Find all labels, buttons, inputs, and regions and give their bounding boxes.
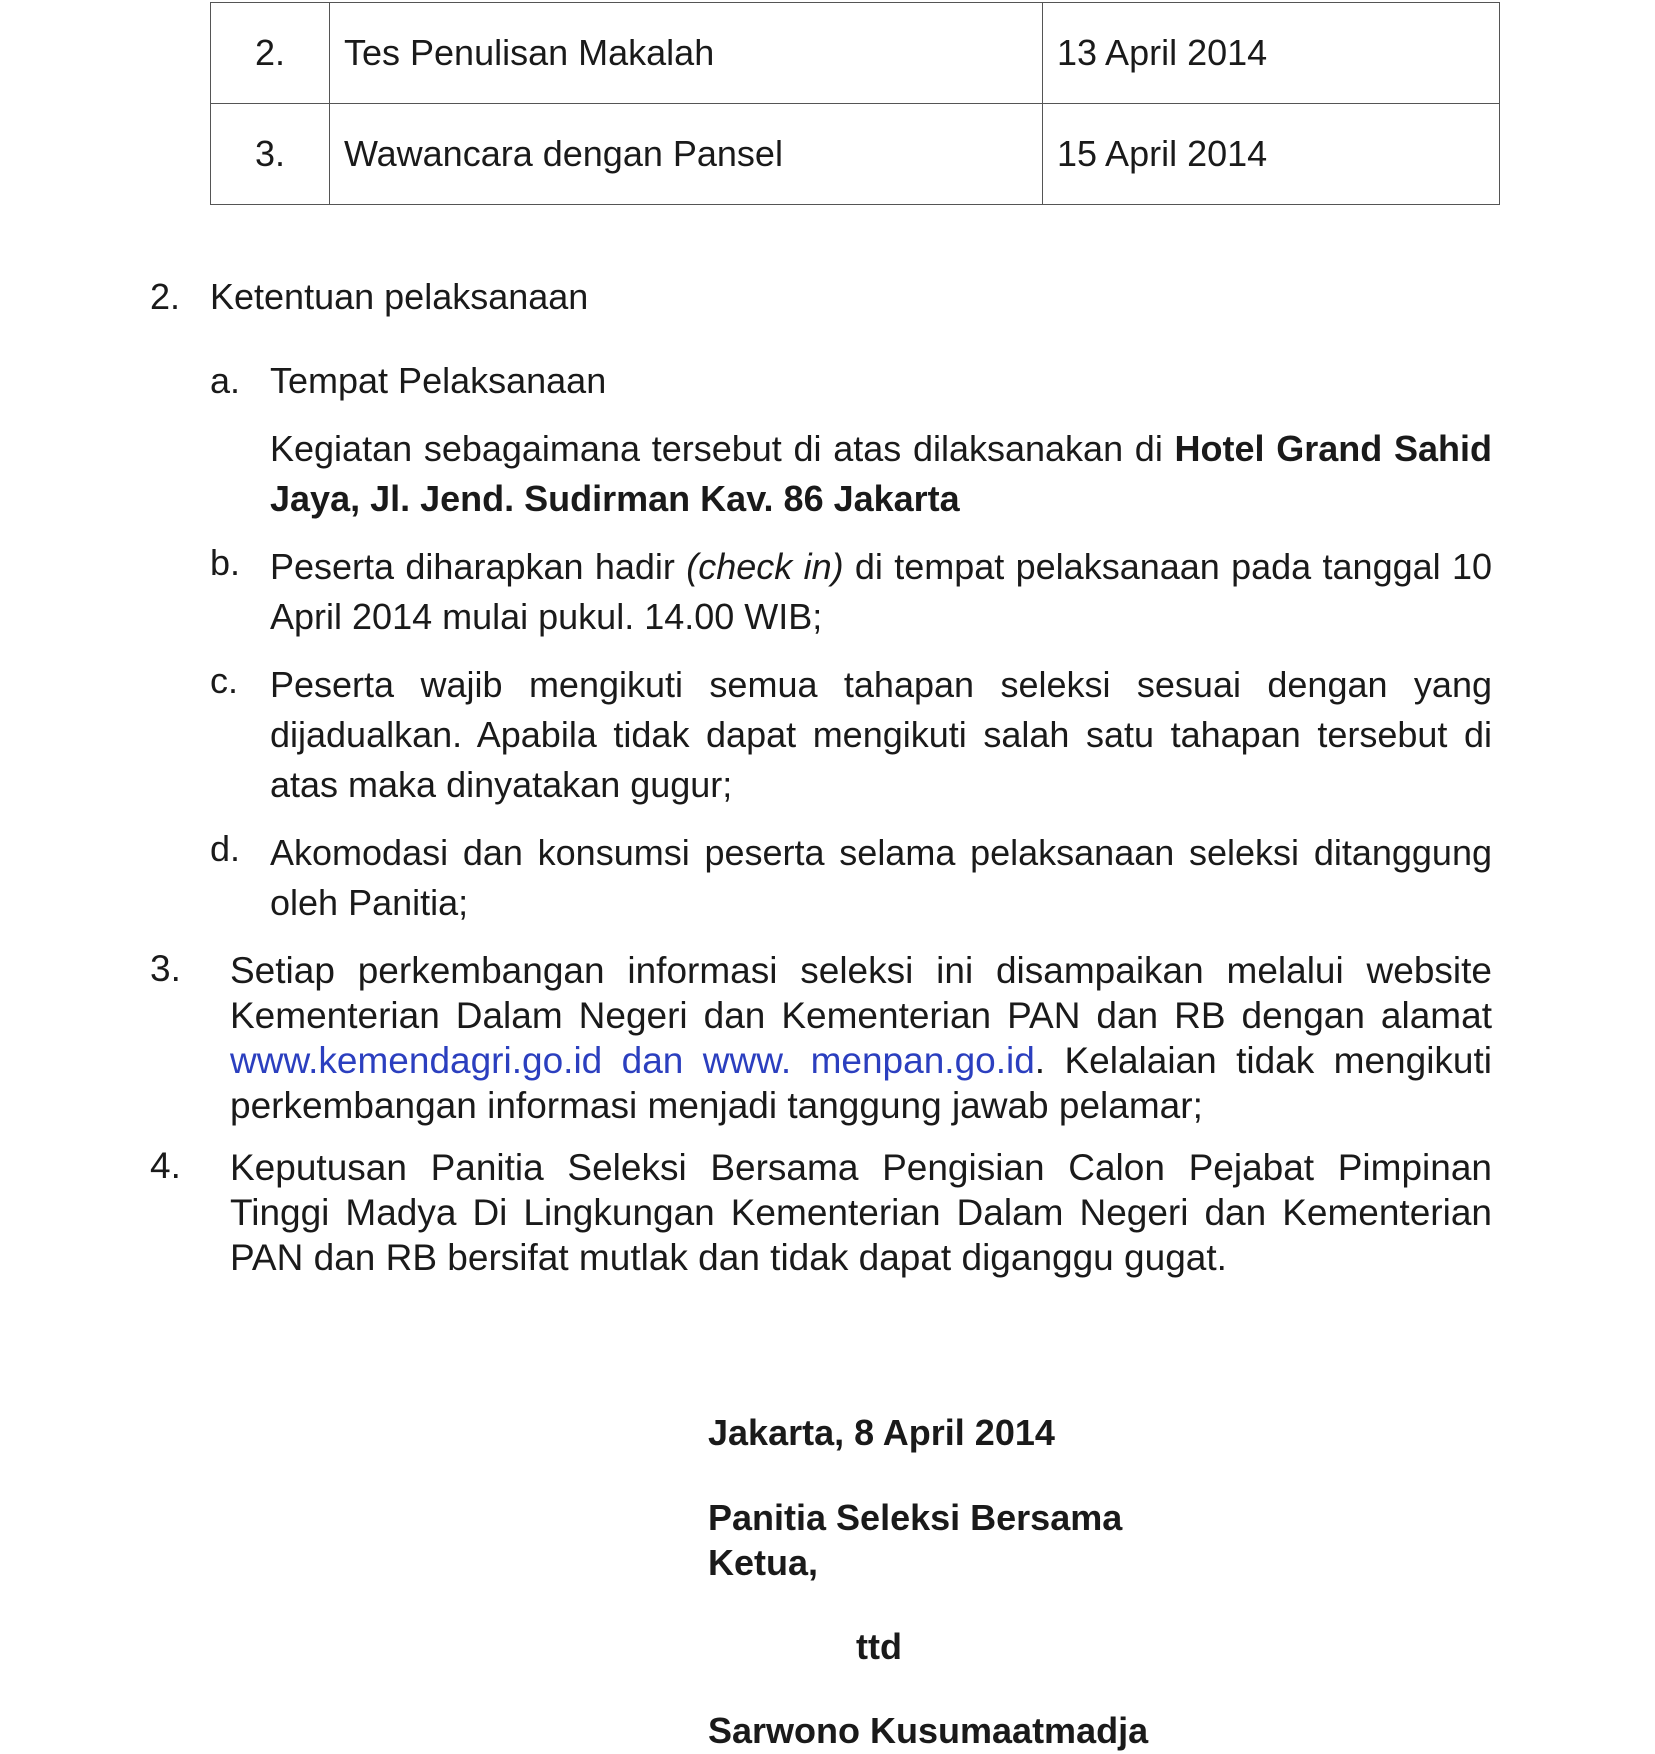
- item-a-venue: Hotel Grand Sahid Jaya, Jl. Jend. Sudirman Kav. 86 Jakarta: [270, 428, 1492, 519]
- section3-text-pre: Setiap perkembangan informasi seleksi ini disampaikan melalui website Kementerian Dalam Negeri dan Kementerian PAN dan RB dengan alamat: [230, 950, 1492, 1036]
- section4-number: 4.: [150, 1145, 181, 1186]
- item-b-text-italic: (check in): [686, 546, 844, 587]
- link-joiner: dan: [602, 1040, 703, 1081]
- signatory-name: Sarwono Kusumaatmadja: [708, 1710, 1149, 1751]
- row-date: 13 April 2014: [1043, 3, 1500, 104]
- table-row: [211, 3, 1500, 104]
- row-number: 2.: [211, 3, 330, 104]
- menpan-link[interactable]: www. menpan.go.id: [702, 1040, 1035, 1081]
- row-activity: Tes Penulisan Makalah: [330, 3, 1043, 104]
- item-a-text: [270, 424, 1492, 524]
- schedule-table: [210, 2, 1500, 205]
- section2-title: Ketentuan pelaksanaan: [210, 276, 589, 317]
- item-d-text: Akomodasi dan konsumsi peserta selama pelaksanaan seleksi ditanggung oleh Panitia;: [270, 832, 1492, 923]
- section4-text: Keputusan Panitia Seleksi Bersama Pengisian Calon Pejabat Pimpinan Tinggi Madya Di Lingkungan Kementerian Dalam Negeri dan Kementerian PAN dan RB bersifat mutlak dan tidak dapat diganggu gugat.: [230, 1147, 1492, 1278]
- item-d-marker: d.: [210, 828, 241, 869]
- item-b-text-pre: Peserta diharapkan hadir: [270, 546, 687, 587]
- section3-text-post: . Kelalaian tidak mengikuti perkembangan informasi menjadi tanggung jawab pelamar;: [230, 1040, 1492, 1126]
- section3-number: 3.: [150, 948, 181, 989]
- item-a-marker: a.: [210, 360, 241, 401]
- signature-ttd: ttd: [856, 1626, 902, 1667]
- row-date: 15 April 2014: [1043, 104, 1500, 205]
- item-c-marker: c.: [210, 660, 239, 701]
- item-b-text: [270, 542, 1492, 642]
- item-b-marker: b.: [210, 542, 241, 583]
- committee-name: Panitia Seleksi Bersama: [708, 1497, 1123, 1538]
- section3-text: [230, 948, 1492, 1128]
- item-b-text-post: di tempat pelaksanaan pada tanggal 10 April 2014 mulai pukul. 14.00 WIB;: [270, 546, 1493, 637]
- section2-number: 2.: [150, 276, 181, 317]
- item-a-text-regular: Kegiatan sebagaimana tersebut di atas dilaksanakan di: [270, 428, 1175, 469]
- table-row: [211, 104, 1500, 205]
- row-number: 3.: [211, 104, 330, 205]
- item-a-title: Tempat Pelaksanaan: [270, 360, 607, 401]
- item-c-text: Peserta wajib mengikuti semua tahapan seleksi sesuai dengan yang dijadualkan. Apabila tidak dapat mengikuti salah satu tahapan tersebut di atas maka dinyatakan gugur;: [270, 664, 1492, 805]
- committee-role: Ketua,: [708, 1542, 819, 1583]
- row-activity: Wawancara dengan Pansel: [330, 104, 1043, 205]
- place-date: Jakarta, 8 April 2014: [708, 1412, 1055, 1453]
- kemendagri-link[interactable]: www.kemendagri.go.id: [230, 1040, 603, 1081]
